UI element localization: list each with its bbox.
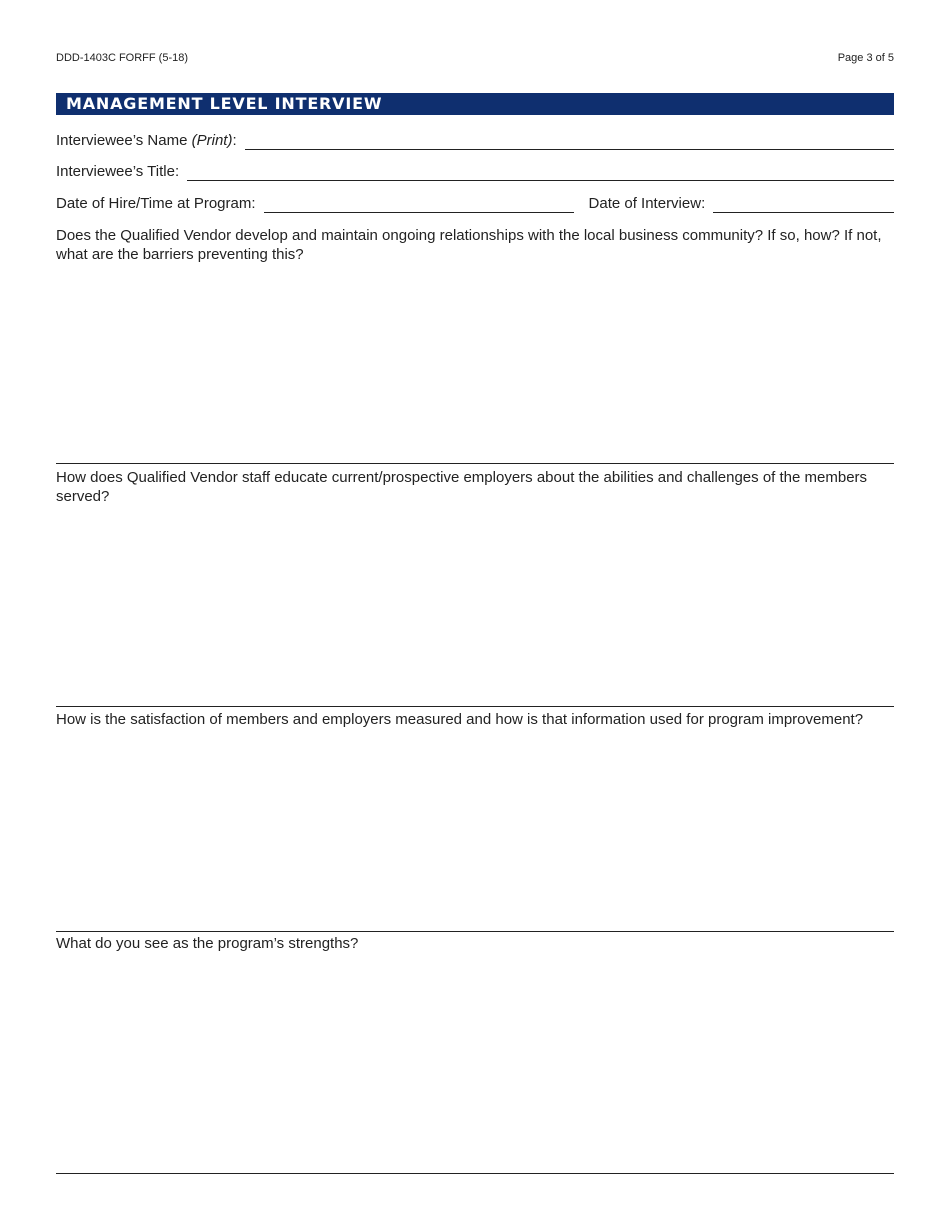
answer-line[interactable] (56, 931, 894, 932)
question-employer-education: How does Qualified Vendor staff educate current/prospective employers about the abilities and challenges of the members served? (56, 469, 868, 505)
date-of-interview-field[interactable] (713, 194, 894, 213)
dates-row (56, 193, 894, 213)
date-of-hire-field[interactable] (264, 194, 574, 213)
question-satisfaction: How is the satisfaction of members and employers measured and how is that information used for program improvement? (56, 711, 864, 728)
interviewee-name-label: Interviewee’s Name (Print): (56, 132, 237, 149)
interviewee-name-field[interactable] (245, 131, 894, 150)
section-title: MANAGEMENT LEVEL INTERVIEW (56, 93, 894, 115)
interviewee-title-field[interactable] (187, 162, 894, 181)
answer-line[interactable] (56, 463, 894, 464)
date-of-interview-label: Date of Interview: (588, 195, 706, 212)
question-business-relationships: Does the Qualified Vendor develop and maintain ongoing relationships with the local business community? If so, how? If not, what are the barriers preventing this? (56, 227, 882, 263)
answer-line[interactable] (56, 706, 894, 707)
interviewee-title-row (56, 161, 894, 181)
form-id: DDD-1403C FORFF (5-18) (56, 52, 189, 64)
interviewee-title-label: Interviewee’s Title: (56, 163, 180, 180)
answer-line[interactable] (56, 1173, 894, 1174)
date-of-hire-label: Date of Hire/Time at Program: (56, 195, 256, 212)
interviewee-name-row (56, 130, 894, 150)
page-number: Page 3 of 5 (837, 52, 894, 64)
question-strengths: What do you see as the program’s strengths? (56, 935, 359, 952)
